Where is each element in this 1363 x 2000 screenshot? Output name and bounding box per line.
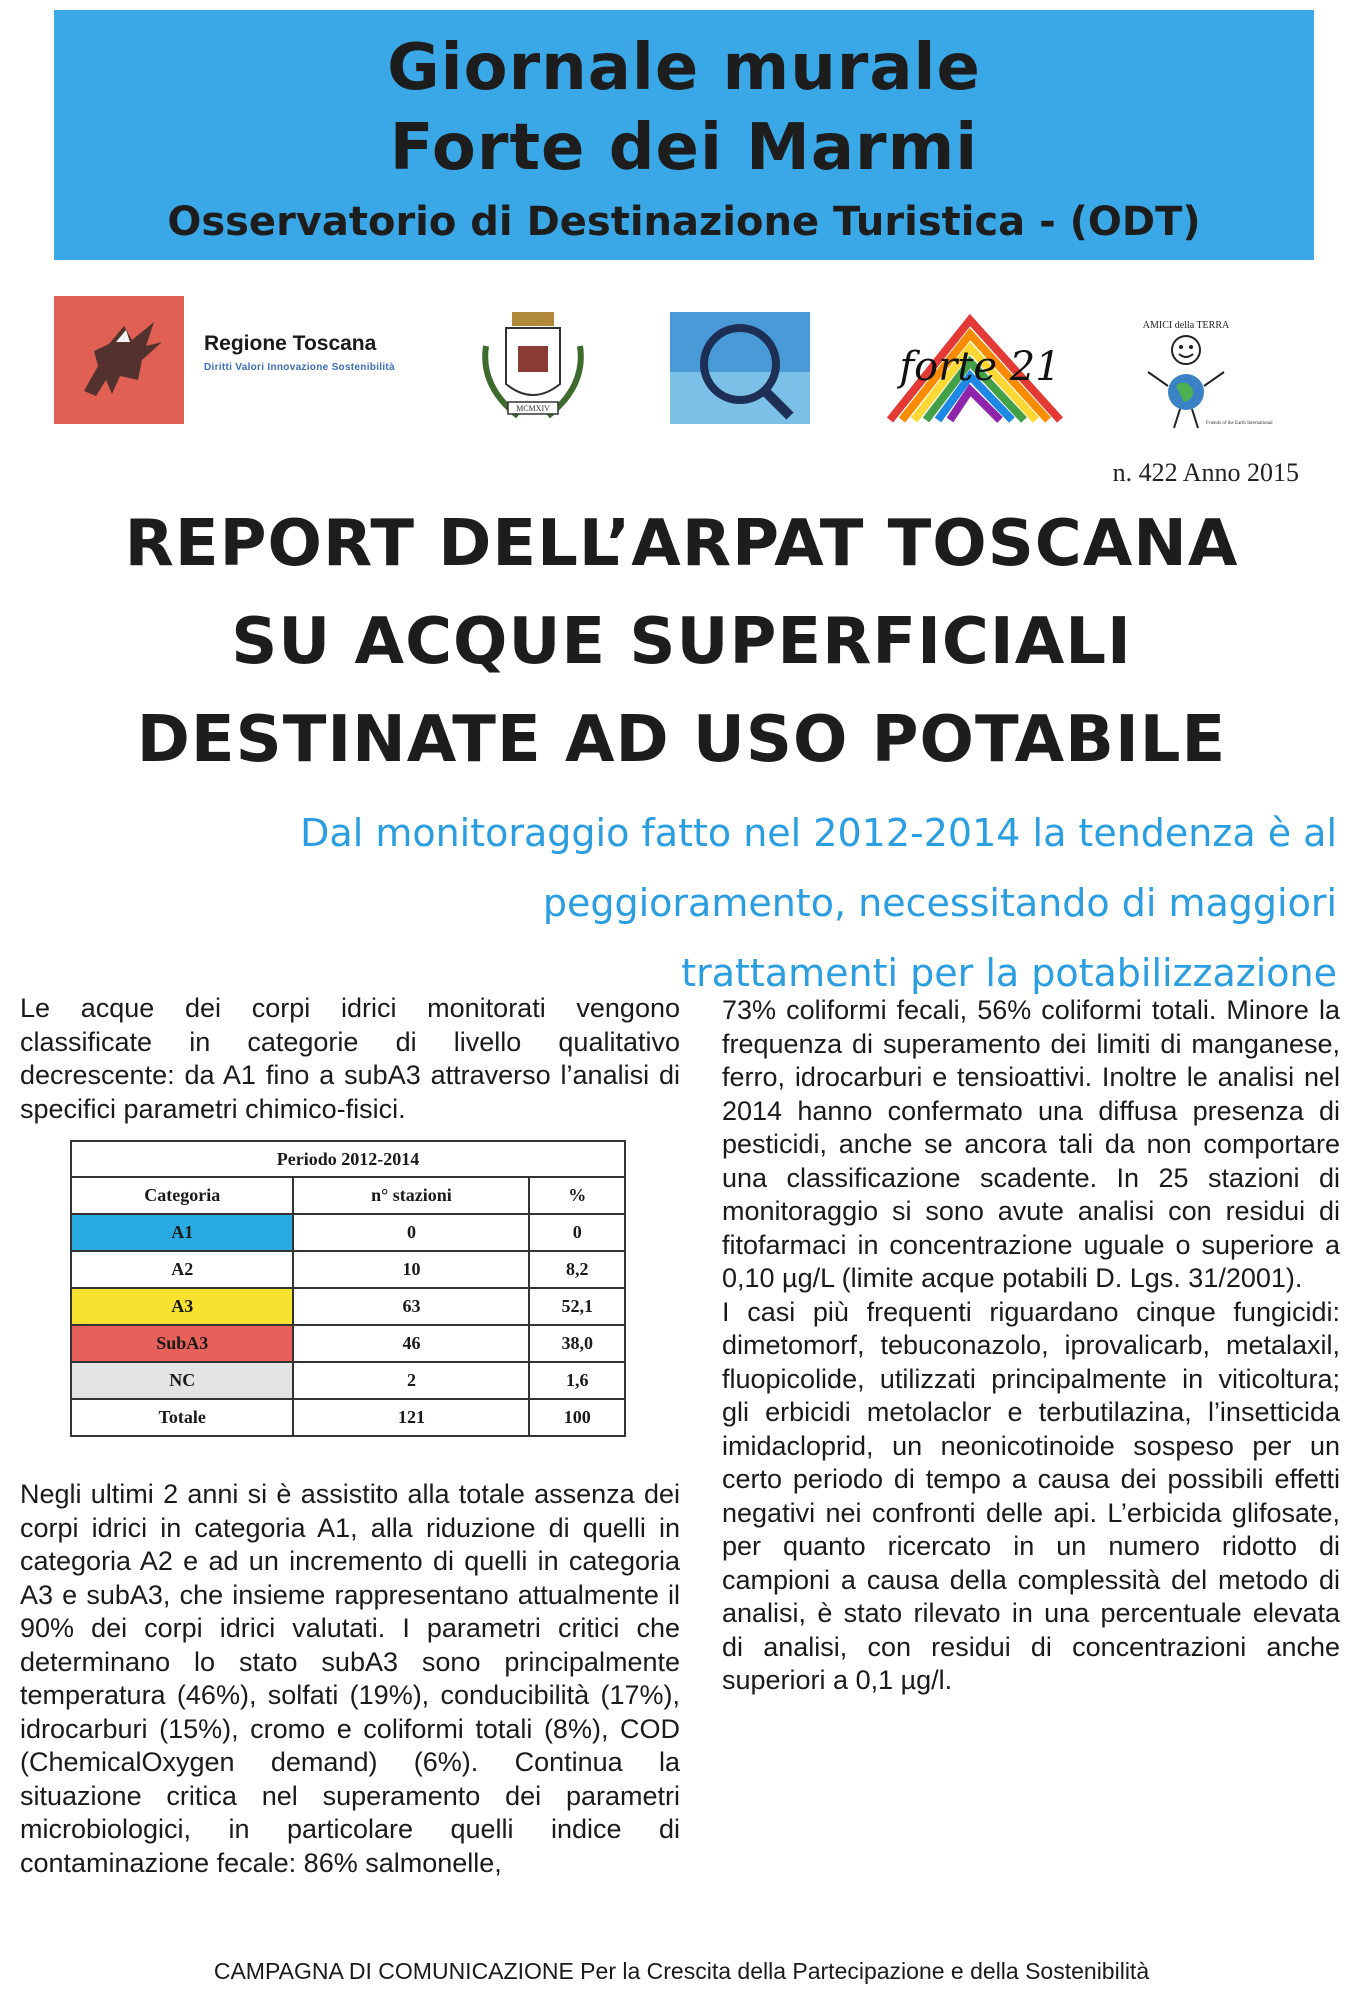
table-header-stazioni: n° stazioni xyxy=(293,1177,529,1214)
regione-tagline: Diritti Valori Innovazione Sostenibilità xyxy=(204,362,395,373)
table-cell-stazioni: 0 xyxy=(293,1214,529,1251)
regione-name: Regione Toscana xyxy=(204,332,377,355)
table-total-row xyxy=(71,1399,625,1436)
amici-small-text: Friends of the Earth International xyxy=(1206,421,1273,426)
table-row xyxy=(71,1214,625,1251)
analysis-paragraph xyxy=(20,1478,680,1880)
table-row xyxy=(71,1325,625,1362)
crest-motto: MCMXIV xyxy=(516,404,550,413)
amici-della-terra-logo xyxy=(1126,312,1273,447)
issue-number: n. 422 Anno 2015 xyxy=(1112,458,1299,487)
subheadline-line-3: trattamenti per la potabilizzazione xyxy=(681,951,1337,995)
table-cell-percent: 52,1 xyxy=(529,1288,625,1325)
table-row xyxy=(71,1288,625,1325)
table-cell-percent: 38,0 xyxy=(529,1325,625,1362)
table-cell-stazioni: 46 xyxy=(293,1325,529,1362)
table-cell-categoria: NC xyxy=(71,1362,293,1399)
table-cell-percent: 100 xyxy=(529,1399,625,1436)
masthead-banner xyxy=(54,10,1314,260)
table-caption: Periodo 2012-2014 xyxy=(71,1141,625,1177)
headline-line-3: DESTINATE AD USO POTABILE xyxy=(136,703,1227,777)
forte-21-label: forte 21 xyxy=(899,344,1061,390)
fungicides-paragraph: I casi più frequenti riguardano cinque fungicidi: dimetomorf, tebuconazolo, iprovalicarb, metalaxil, fluopicolide, utilizzati principalmente in viticoltura; gli erbicidi metolaclor e terbutilazina, l’insetticida imidacloprid, un neonicotinoide sospeso per un certo periodo di tempo a causa dei possibili effetti negativi nei confronti delle api. L’erbicida glifosate, per quanto ricercato in un numero ridotto di campioni a causa della complessità del metodo di analisi, è stato rilevato in una percentuale elevata di analisi, con residui di concentrazioni anche superiori a 0,1 µg/l. xyxy=(722,1296,1340,1695)
subheadline-line-2: peggioramento, necessitando di maggiori xyxy=(542,881,1337,925)
masthead-location: Forte dei Marmi xyxy=(389,111,979,185)
table-cell-categoria: A1 xyxy=(71,1214,293,1251)
right-column xyxy=(722,994,1340,1698)
headline-line-1: REPORT DELL’ARPAT TOSCANA xyxy=(124,507,1239,581)
headline xyxy=(30,495,1333,789)
table-cell-categoria: Totale xyxy=(71,1399,293,1436)
intro-paragraph xyxy=(20,992,680,1126)
table-cell-stazioni: 2 xyxy=(293,1362,529,1399)
subheadline xyxy=(97,798,1337,1008)
table-header-percent: % xyxy=(529,1177,625,1214)
comune-crest-logo xyxy=(478,306,588,431)
table-row xyxy=(71,1362,625,1399)
masthead-subtitle: Osservatorio di Destinazione Turistica - (ODT) xyxy=(167,199,1201,245)
pesticides-paragraph: 73% coliformi fecali, 56% coliformi totali. Minore la frequenza di superamento dei limiti di manganese, ferro, idrocarburi e tensioattivi. Inoltre le analisi nel 2014 hanno confermato una diffusa presenza di pesticidi, anche se ancora tali da non comportare una classificazione scadente. In 25 stazioni di monitoraggio si sono avute analisi con residui di fitofarmaci in concentrazione uguale o superiore a 0,10 µg/L (limite acque potabili D. Lgs. 31/2001). xyxy=(722,995,1340,1293)
table-cell-categoria: SubA3 xyxy=(71,1325,293,1362)
footer-campaign: CAMPAGNA DI COMUNICAZIONE Per la Crescita della Partecipazione e della Sostenibilità xyxy=(213,1958,1150,1984)
headline-line-2: SU ACQUE SUPERFICIALI xyxy=(231,605,1132,679)
table-cell-categoria: A3 xyxy=(71,1288,293,1325)
forte-21-rainbow-logo xyxy=(870,310,1090,435)
table-header-row xyxy=(71,1177,625,1214)
table-cell-stazioni: 10 xyxy=(293,1251,529,1288)
odt-magnifier-logo xyxy=(670,312,810,424)
masthead-title: Giornale murale xyxy=(387,31,981,105)
analysis-text: Negli ultimi 2 anni si è assistito alla totale assenza dei corpi idrici in categoria A1, alla riduzione di quelli in categoria A2 e ad un incremento di quelli in categoria A3 e subA3, che insieme rappresentano attualmente il 90% dei corpi idrici valutati. I parametri critici che determinano lo stato subA3 sono principalmente temperatura (46%), solfati (19%), conducibilità (17%), idrocarburi (15%), cromo e coliformi totali (8%), COD (ChemicalOxygen demand) (6%). Continua la situazione critica nel superamento dei parametri microbiologici, in particolare quelli indice di contaminazione fecale: 86% salmonelle, xyxy=(20,1479,680,1878)
subheadline-line-1: Dal monitoraggio fatto nel 2012-2014 la tendenza è al xyxy=(300,811,1337,855)
table-header-categoria: Categoria xyxy=(71,1177,293,1214)
partner-logos xyxy=(0,290,1363,440)
regione-toscana-wordmark xyxy=(204,332,395,373)
regione-toscana-pegasus-logo xyxy=(54,296,184,424)
table-row xyxy=(71,1251,625,1288)
table-cell-percent: 1,6 xyxy=(529,1362,625,1399)
table-cell-stazioni: 121 xyxy=(293,1399,529,1436)
table-cell-percent: 0 xyxy=(529,1214,625,1251)
amici-label: AMICI della TERRA xyxy=(1142,320,1230,331)
table-cell-categoria: A2 xyxy=(71,1251,293,1288)
table-cell-percent: 8,2 xyxy=(529,1251,625,1288)
table-cell-stazioni: 63 xyxy=(293,1288,529,1325)
classification-table xyxy=(70,1140,626,1437)
intro-text: Le acque dei corpi idrici monitorati vengono classificate in categorie di livello qualitativo decrescente: da A1 fino a subA3 attraverso l’analisi di specifici parametri chimico-fisici. xyxy=(20,993,680,1124)
